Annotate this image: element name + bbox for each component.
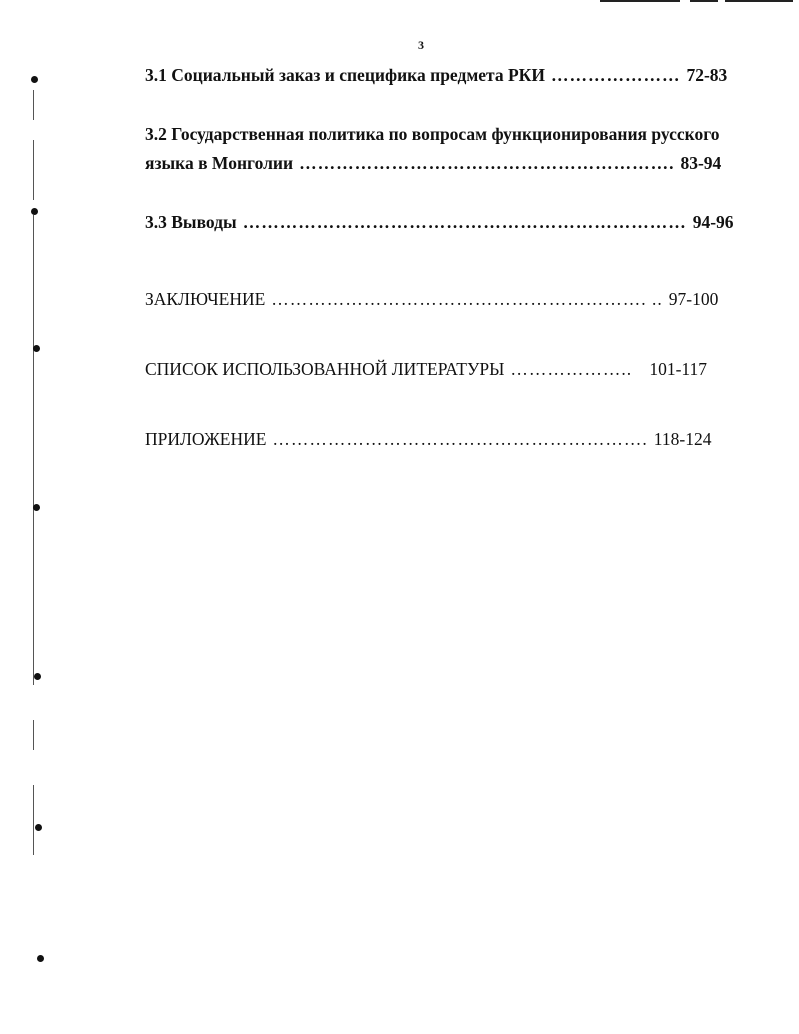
scan-artifact-rule	[600, 0, 680, 2]
toc-entry-pages: 101-117	[649, 359, 707, 379]
toc-entry-leader: ………………………………………………………………	[242, 212, 687, 232]
binding-hole	[31, 76, 38, 83]
binding-hole	[31, 208, 38, 215]
toc-entry	[145, 288, 719, 310]
toc-entry-title: 3.1 Социальный заказ и специфика предмета РКИ	[145, 65, 545, 85]
scan-artifact-rule	[690, 0, 718, 2]
binding-margin-line	[33, 90, 34, 120]
binding-hole	[33, 345, 40, 352]
toc-entry	[145, 64, 728, 86]
toc-entry	[145, 358, 707, 380]
scan-artifact-rule	[725, 0, 793, 2]
toc-entry-leader: …………………………………………………….	[272, 429, 648, 449]
binding-hole	[34, 673, 41, 680]
toc-entry-title: СПИСОК ИСПОЛЬЗОВАННОЙ ЛИТЕРАТУРЫ	[145, 359, 505, 379]
toc-entry	[145, 152, 722, 174]
toc-entry-title: 3.3 Выводы	[145, 212, 237, 232]
toc-entry-pages: 97-100	[668, 289, 719, 309]
binding-hole	[35, 824, 42, 831]
toc-entry	[145, 211, 734, 233]
binding-margin-line	[33, 720, 34, 750]
binding-margin-line	[33, 785, 34, 855]
toc-entry-leader: …………………………………………………….	[299, 153, 675, 173]
toc-entry-pages: 118-124	[653, 429, 712, 449]
toc-entry-leader: ………………..	[510, 359, 633, 379]
toc-entry-pages: 72-83	[686, 65, 728, 85]
binding-margin-line	[33, 140, 34, 200]
binding-margin-line	[33, 215, 34, 685]
binding-hole	[33, 504, 40, 511]
toc-entry-title-cont: языка в Монголии	[145, 153, 294, 173]
binding-hole	[37, 955, 44, 962]
page-number: 3	[418, 38, 424, 52]
toc-entry-pages: 94-96	[692, 212, 734, 232]
toc-entry-leader: …………………	[550, 65, 681, 85]
toc-entry-title: 3.2 Государственная политика по вопросам функционирования русского	[145, 124, 720, 144]
toc-entry-title: ЗАКЛЮЧЕНИЕ	[145, 289, 266, 309]
toc-entry-leader: ……………………………………………………. ..	[271, 289, 663, 309]
toc-entry	[145, 428, 712, 450]
toc-entry-title: ПРИЛОЖЕНИЕ	[145, 429, 267, 449]
toc-entry-pages: 83-94	[680, 153, 722, 173]
